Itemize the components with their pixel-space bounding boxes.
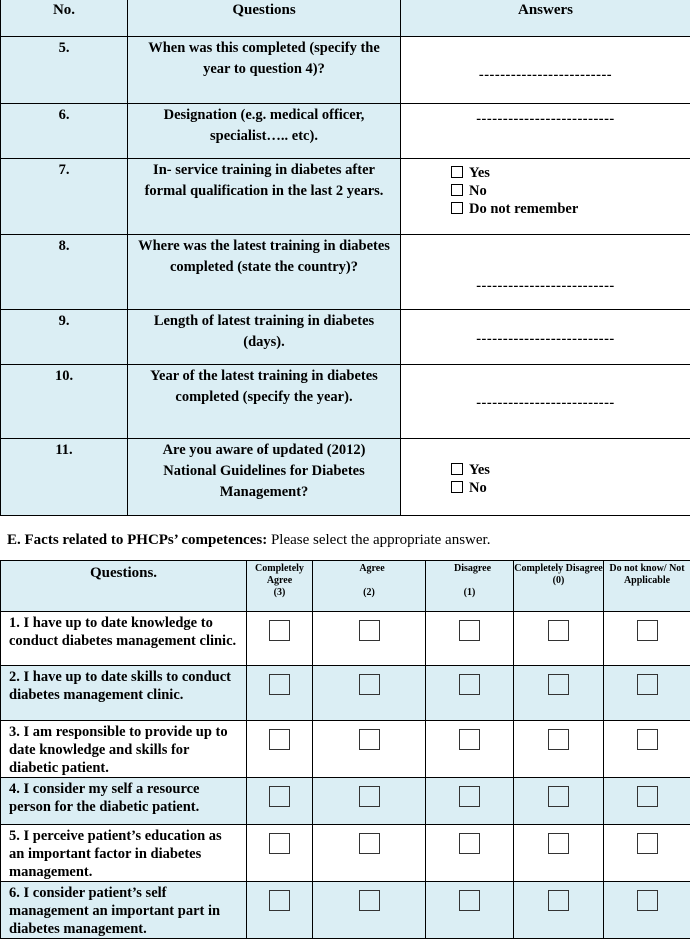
table-row [1,104,690,159]
row-number: 6. [1,104,128,159]
rating-cell [604,612,690,666]
rating-checkbox[interactable] [637,833,658,854]
rating-checkbox[interactable] [637,729,658,750]
scale-code: (3) [247,587,312,599]
table-header-row [1,0,690,37]
rating-cell [247,882,313,939]
section-e-title: E. Facts related to PHCPs’ competences: [7,532,267,548]
rating-cell [514,666,604,721]
competences-table [0,560,690,939]
answer-field[interactable] [401,104,690,159]
checkbox[interactable] [451,202,463,214]
scale-label: Completely Disagree [514,563,603,575]
header-scale-2 [426,561,514,612]
rating-cell [247,612,313,666]
rating-cell [604,778,690,825]
option-do-not-remember[interactable] [401,200,690,218]
rating-checkbox[interactable] [548,833,569,854]
answer-field[interactable] [401,310,690,365]
scale-label: Completely Agree [247,563,312,587]
answer-field[interactable] [401,37,690,104]
rating-cell [514,778,604,825]
answer-blank: -------------------------- [401,250,690,295]
question-text: Where was the latest training in diabetes completed (state the country)? [128,235,401,310]
answer-blank: -------------------------- [401,391,690,412]
table-row [1,235,690,310]
rating-cell [426,721,514,778]
scale-code: (2) [313,587,425,599]
rating-cell [426,825,514,882]
row-number: 5. [1,37,128,104]
header-scale-3 [514,561,604,612]
rating-checkbox[interactable] [269,833,290,854]
rating-cell [313,666,426,721]
table-row [1,721,690,778]
option-yes[interactable] [401,164,690,182]
table-row [1,612,690,666]
header-no: No. [1,0,128,37]
rating-checkbox[interactable] [359,786,380,807]
rating-cell [313,612,426,666]
option-no[interactable] [401,479,690,497]
rating-cell [247,825,313,882]
checkbox[interactable] [451,166,463,178]
option-label: Yes [469,165,490,181]
rating-cell [514,612,604,666]
rating-cell [514,882,604,939]
rating-cell [514,825,604,882]
likert-header-row [1,561,690,612]
rating-checkbox[interactable] [359,833,380,854]
rating-cell [313,778,426,825]
rating-checkbox[interactable] [459,890,480,911]
option-label: No [469,183,487,199]
rating-checkbox[interactable] [269,890,290,911]
scale-code: (0) [514,575,603,587]
table-row [1,778,690,825]
rating-checkbox[interactable] [459,786,480,807]
rating-checkbox[interactable] [269,729,290,750]
table-row [1,439,690,516]
answer-options [401,439,690,516]
rating-checkbox[interactable] [269,786,290,807]
rating-cell [247,666,313,721]
header-scale-0 [247,561,313,612]
section-e-heading [7,532,490,549]
rating-checkbox[interactable] [269,620,290,641]
rating-cell [247,778,313,825]
answer-options [401,159,690,235]
rating-cell [604,825,690,882]
rating-checkbox[interactable] [459,620,480,641]
rating-checkbox[interactable] [359,674,380,695]
table-row [1,882,690,939]
rating-checkbox[interactable] [359,890,380,911]
question-text: In- service training in diabetes after formal qualification in the last 2 years. [128,159,401,235]
option-label: Do not remember [469,201,578,217]
option-label: No [469,480,487,496]
question-text: Are you aware of updated (2012) National Guidelines for Diabetes Management? [128,439,401,516]
option-yes[interactable] [401,461,690,479]
rating-checkbox[interactable] [359,620,380,641]
question-text: Year of the latest training in diabetes completed (specify the year). [128,365,401,439]
rating-cell [426,612,514,666]
scale-label: Agree [313,563,425,575]
rating-cell [313,825,426,882]
rating-checkbox[interactable] [459,729,480,750]
rating-cell [604,721,690,778]
answer-blank: -------------------------- [401,111,690,128]
rating-cell [604,666,690,721]
header-questions: Questions. [1,561,247,612]
section-e-instruction: Please select the appropriate answer. [267,532,490,548]
table-row [1,310,690,365]
table-row [1,365,690,439]
row-number: 8. [1,235,128,310]
answer-blank: -------------------------- [401,327,690,348]
rating-checkbox[interactable] [548,786,569,807]
row-number: 11. [1,439,128,516]
rating-checkbox[interactable] [548,674,569,695]
table-row [1,666,690,721]
question-text: Designation (e.g. medical officer, specialist….. etc). [128,104,401,159]
rating-cell [426,882,514,939]
statement-text: 5. I perceive patient’s education as an important factor in diabetes management. [1,825,247,882]
scale-code: (1) [426,587,513,599]
statement-text: 2. I have up to date skills to conduct diabetes management clinic. [1,666,247,721]
checkbox[interactable] [451,184,463,196]
rating-cell [426,778,514,825]
rating-checkbox[interactable] [548,890,569,911]
rating-checkbox[interactable] [548,620,569,641]
option-no[interactable] [401,182,690,200]
checkbox[interactable] [451,481,463,493]
rating-checkbox[interactable] [548,729,569,750]
rating-checkbox[interactable] [459,833,480,854]
scale-label: Disagree [426,563,513,575]
rating-checkbox[interactable] [637,890,658,911]
table-row [1,37,690,104]
statement-text: 1. I have up to date knowledge to conduct diabetes management clinic. [1,612,247,666]
rating-checkbox[interactable] [269,674,290,695]
statement-text: 3. I am responsible to provide up to date knowledge and skills for diabetic patient. [1,721,247,778]
rating-cell [514,721,604,778]
row-number: 7. [1,159,128,235]
rating-cell [247,721,313,778]
answer-field[interactable] [401,235,690,310]
option-label: Yes [469,462,490,478]
statement-text: 6. I consider patient’s self management an important part in diabetes management. [1,882,247,939]
rating-checkbox[interactable] [637,620,658,641]
header-scale-4 [604,561,690,612]
table-row [1,159,690,235]
question-text: Length of latest training in diabetes (days). [128,310,401,365]
rating-cell [313,882,426,939]
question-text: When was this completed (specify the year to question 4)? [128,37,401,104]
statement-text: 4. I consider my self a resource person for the diabetic patient. [1,778,247,825]
rating-checkbox[interactable] [459,674,480,695]
table-row [1,825,690,882]
rating-checkbox[interactable] [637,674,658,695]
row-number: 9. [1,310,128,365]
checkbox[interactable] [451,463,463,475]
rating-cell [313,721,426,778]
scale-label: Do not know/ Not Applicable [604,563,690,587]
answer-blank: ------------------------- [401,57,690,84]
rating-cell [604,882,690,939]
header-answers: Answers [401,0,690,37]
header-scale-1 [313,561,426,612]
answer-field[interactable] [401,365,690,439]
rating-checkbox[interactable] [637,786,658,807]
rating-checkbox[interactable] [359,729,380,750]
rating-cell [426,666,514,721]
row-number: 10. [1,365,128,439]
header-questions: Questions [128,0,401,37]
